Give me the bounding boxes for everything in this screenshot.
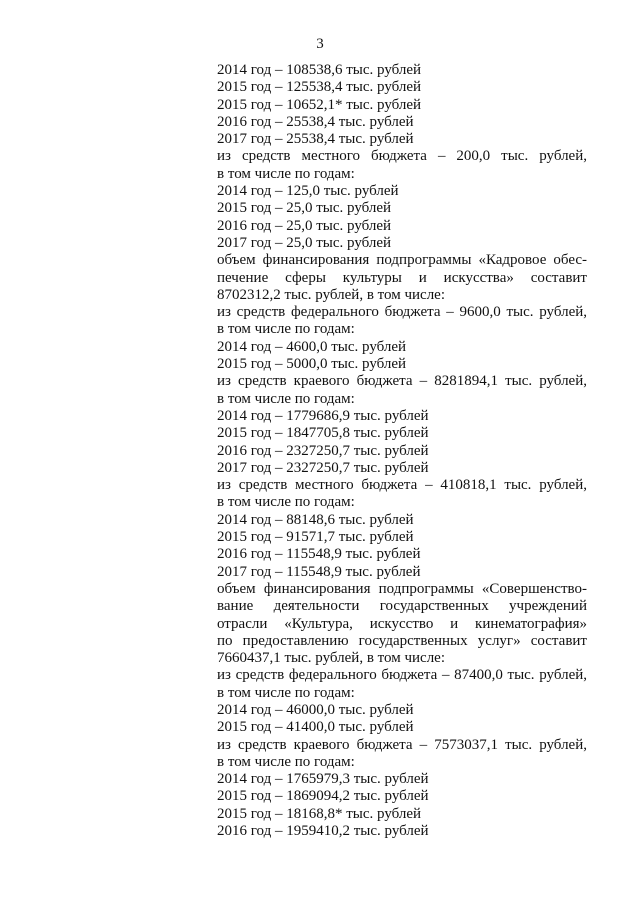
text-line: объем финансирования подпрограммы «Кадровое обес- [217,252,587,269]
text-line: по предоставлению государственных услуг» составит [217,632,587,649]
text-line: 7660437,1 тыс. рублей, в том числе: [217,650,446,667]
text-line: 2015 год – 18168,8* тыс. рублей [217,805,422,822]
text-line: 2017 год – 115548,9 тыс. рублей [217,563,421,580]
text-line: в том числе по годам: [217,390,355,407]
text-line: из средств местного бюджета – 200,0 тыс. рублей, [217,148,587,165]
text-line: в том числе по годам: [217,684,355,701]
text-line: из средств краевого бюджета – 8281894,1 тыс. рублей, [217,373,587,390]
text-line: 2017 год – 25538,4 тыс. рублей [217,131,414,148]
text-line: 2017 год – 2327250,7 тыс. рублей [217,459,429,476]
text-line: из средств местного бюджета – 410818,1 тыс. рублей, [217,477,587,494]
text-line: 2015 год – 41400,0 тыс. рублей [217,719,414,736]
text-line: 2015 год – 125538,4 тыс. рублей [217,79,422,96]
text-line: печение сферы культуры и искусства» составит [217,269,587,286]
text-line: 2014 год – 46000,0 тыс. рублей [217,701,414,718]
text-line: объем финансирования подпрограммы «Совершенство- [217,580,587,597]
text-line: из средств федерального бюджета – 9600,0 тыс. рублей, [217,304,587,321]
text-line: 2016 год – 2327250,7 тыс. рублей [217,442,429,459]
text-line: 2015 год – 10652,1* тыс. рублей [217,96,422,113]
text-line: 2015 год – 25,0 тыс. рублей [217,200,392,217]
text-line: 2015 год – 91571,7 тыс. рублей [217,529,414,546]
text-line: 2017 год – 25,0 тыс. рублей [217,234,392,251]
text-line: 2015 год – 1869094,2 тыс. рублей [217,788,429,805]
text-line: отрасли «Культура, искусство и кинематография» [217,615,587,632]
text-line: 2016 год – 25538,4 тыс. рублей [217,113,414,130]
text-line: 2014 год – 125,0 тыс. рублей [217,183,399,200]
text-line: 8702312,2 тыс. рублей, в том числе: [217,286,446,303]
text-line: 2015 год – 1847705,8 тыс. рублей [217,425,429,442]
text-line: 2016 год – 25,0 тыс. рублей [217,217,392,234]
text-line: 2014 год – 1779686,9 тыс. рублей [217,407,429,424]
text-line: 2016 год – 1959410,2 тыс. рублей [217,823,429,840]
page-number: 3 [316,36,324,52]
text-line: 2014 год – 88148,6 тыс. рублей [217,511,414,528]
text-line: из средств краевого бюджета – 7573037,1 тыс. рублей, [217,736,587,753]
text-line: 2016 год – 115548,9 тыс. рублей [217,546,421,563]
text-line: 2014 год – 108538,6 тыс. рублей [217,62,422,78]
text-line: в том числе по годам: [217,165,355,182]
text-line: из средств федерального бюджета – 87400,0 тыс. рублей, [217,667,587,684]
text-line: вание деятельности государственных учреждений [217,598,587,615]
text-line: в том числе по годам: [217,321,355,338]
text-line: 2014 год – 4600,0 тыс. рублей [217,338,407,355]
text-line: 2014 год – 1765979,3 тыс. рублей [217,771,429,788]
text-line: в том числе по годам: [217,494,355,511]
text-line: 2015 год – 5000,0 тыс. рублей [217,356,407,373]
text-line: в том числе по годам: [217,753,355,770]
document-body [217,62,587,840]
